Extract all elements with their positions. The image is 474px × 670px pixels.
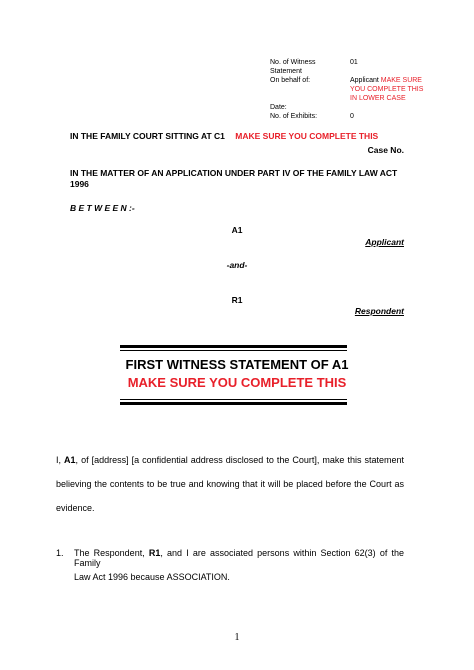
bottom-rule-thin bbox=[120, 399, 347, 400]
between-label: B E T W E E N :- bbox=[70, 203, 135, 213]
witness-no-label-line1: No. of Witness bbox=[270, 59, 316, 66]
intro-line3: evidence. bbox=[56, 503, 95, 513]
court-title-red: MAKE SURE YOU COMPLETE THIS bbox=[235, 131, 379, 141]
intro-line1 bbox=[56, 455, 404, 465]
behalf-value bbox=[350, 76, 423, 103]
item1-number: 1. bbox=[56, 548, 64, 558]
behalf-red-1: MAKE SURE bbox=[380, 77, 422, 84]
witness-no-label-line2: Statement bbox=[270, 68, 302, 75]
exhibits-label: No. of Exhibits: bbox=[270, 113, 318, 120]
applicant-name: A1 bbox=[231, 225, 243, 235]
statement-title: FIRST WITNESS STATEMENT OF A1 bbox=[125, 357, 349, 372]
statement-subtitle: MAKE SURE YOU COMPLETE THIS bbox=[127, 375, 347, 390]
top-rule-thin bbox=[120, 350, 347, 351]
respondent-role: Respondent bbox=[354, 306, 404, 316]
bottom-rule-thick bbox=[120, 402, 347, 405]
page-number: 1 bbox=[234, 632, 240, 643]
item1-prefix: The Respondent, bbox=[74, 548, 149, 558]
behalf-red-3: IN LOWER CASE bbox=[350, 95, 406, 102]
court-title-line bbox=[70, 131, 378, 141]
and-separator: -and- bbox=[226, 260, 248, 270]
witness-no-value: 01 bbox=[350, 59, 358, 66]
item1-rest: , and I are associated persons within Section 62(3) of the Family bbox=[74, 548, 404, 568]
item1-r1: R1 bbox=[148, 548, 161, 558]
behalf-red-2: YOU COMPLETE THIS bbox=[350, 86, 424, 93]
court-title: IN THE FAMILY COURT SITTING AT C1 bbox=[70, 131, 225, 141]
matter-line2: 1996 bbox=[70, 179, 89, 189]
item1-line2: Law Act 1996 because ASSOCIATION. bbox=[74, 572, 230, 582]
item1-line1 bbox=[74, 548, 404, 568]
behalf-value-text: Applicant bbox=[350, 77, 379, 84]
applicant-role: Applicant bbox=[365, 237, 404, 247]
intro-prefix: I, bbox=[56, 455, 65, 465]
matter-line1: IN THE MATTER OF AN APPLICATION UNDER PART IV OF THE FAMILY LAW ACT bbox=[70, 168, 398, 178]
respondent-name: R1 bbox=[231, 295, 243, 305]
behalf-label: On behalf of: bbox=[270, 77, 311, 84]
top-rule-thick bbox=[120, 345, 347, 348]
case-no-label: Case No. bbox=[367, 145, 404, 155]
intro-a1: A1 bbox=[64, 455, 76, 465]
exhibits-value: 0 bbox=[350, 113, 354, 120]
date-label: Date: bbox=[270, 104, 287, 111]
witness-no-label bbox=[270, 58, 316, 76]
intro-line2: believing the contents to be true and knowing that it will be placed before the Court as bbox=[56, 479, 404, 489]
intro-rest: , of [address] [a confidential address disclosed to the Court], make this statement bbox=[75, 455, 404, 465]
